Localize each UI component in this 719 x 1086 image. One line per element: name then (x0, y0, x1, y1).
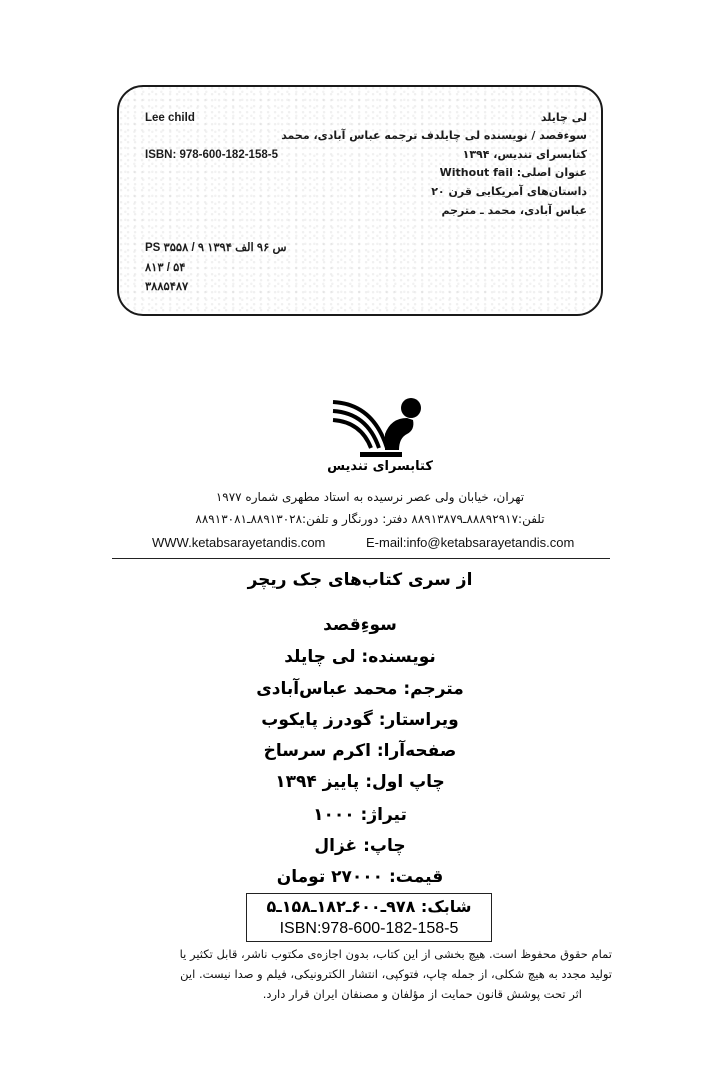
layout-credit: صفحه‌آرا: اکرم سرساخ (263, 741, 457, 761)
publisher-phones: تلفن:۸۸۸۹۲۹۱۷ـ۸۸۹۱۳۸۷۹ دفتر: دورنگار و تلفن:۸۸۹۱۳۰۲۸ـ۸۸۹۱۳۰۸۱ (195, 512, 545, 526)
publisher-name: کتابسرای تندیس (327, 459, 433, 474)
copyright-line: تولید مجدد به هیچ شکلی، از جمله چاپ، فتوکپی، انتشار الکترونیکی، فیلم و صدا نیست. این (180, 967, 612, 981)
series-line: از سری کتاب‌های جک ریچر (247, 570, 473, 590)
isbn-en: ISBN:978-600-182-158-5 (279, 920, 459, 937)
section-divider (112, 558, 610, 559)
price: قیمت: ۲۷۰۰۰ تومان (276, 867, 444, 887)
card-title-statement: سوءقصد / نویسنده لی چایلدف ترجمه عباس آبادی، محمد (281, 129, 587, 142)
author-credit: نویسنده: لی چایلد (284, 647, 436, 667)
publisher-logo-icon (325, 388, 425, 458)
card-dewey: ۸۱۳ / ۵۴ (145, 262, 186, 274)
isbn-box (246, 893, 492, 942)
editor-credit: ویراستار: گودرز پایکوب (261, 710, 459, 730)
card-isbn: ISBN: 978-600-182-158-5 (145, 149, 278, 161)
card-author-en: Lee child (145, 112, 195, 124)
publisher-address: تهران، خیابان ولی عصر نرسیده به استاد مطهری شماره ۱۹۷۷ (215, 490, 525, 504)
cataloging-card (117, 85, 603, 316)
isbn-fa: شابک: ۹۷۸ـ۶۰۰ـ۱۸۲ـ۱۵۸ـ۵ (266, 897, 472, 916)
card-translator: عباس آبادی، محمد ـ مترجم (441, 204, 587, 217)
print-run: تیراژ: ۱۰۰۰ (313, 805, 407, 825)
translator-credit: مترجم: محمد عباس‌آبادی (256, 679, 464, 699)
publisher-email-link[interactable]: E-mail:info@ketabsarayetandis.com (366, 535, 575, 550)
publisher-website-link[interactable]: WWW.ketabsarayetandis.com (152, 535, 326, 550)
card-lc-class: PS ۳۵۵۸ / ۹ س ۹۶ الف ۱۳۹۴ (145, 242, 287, 254)
copyright-line: تمام حقوق محفوظ است. هیچ بخشی از این کتاب، بدون اجازه‌ی مکتوب ناشر، قابل تکثیر یا (179, 947, 612, 961)
card-publisher: کتابسرای تندیس، ۱۳۹۴ (462, 148, 587, 161)
card-national-number: ۳۸۸۵۴۸۷ (145, 281, 189, 293)
card-original-title: عنوان اصلی: Without fail (439, 166, 587, 179)
book-title: سوءِقصد (323, 615, 397, 635)
copyright-line: اثر تحت پوشش قانون حمایت از مؤلفان و مصنفان ایران قرار دارد. (262, 987, 582, 1001)
card-author-fa: لی چایلد (540, 111, 587, 124)
printer-credit: چاپ: غزال (314, 836, 406, 856)
card-subject: داستان‌های آمریکایی قرن ۲۰ (431, 185, 587, 198)
edition-credit: چاپ اول: پاییز ۱۳۹۴ (275, 772, 445, 792)
copyright-notice (160, 944, 612, 1004)
